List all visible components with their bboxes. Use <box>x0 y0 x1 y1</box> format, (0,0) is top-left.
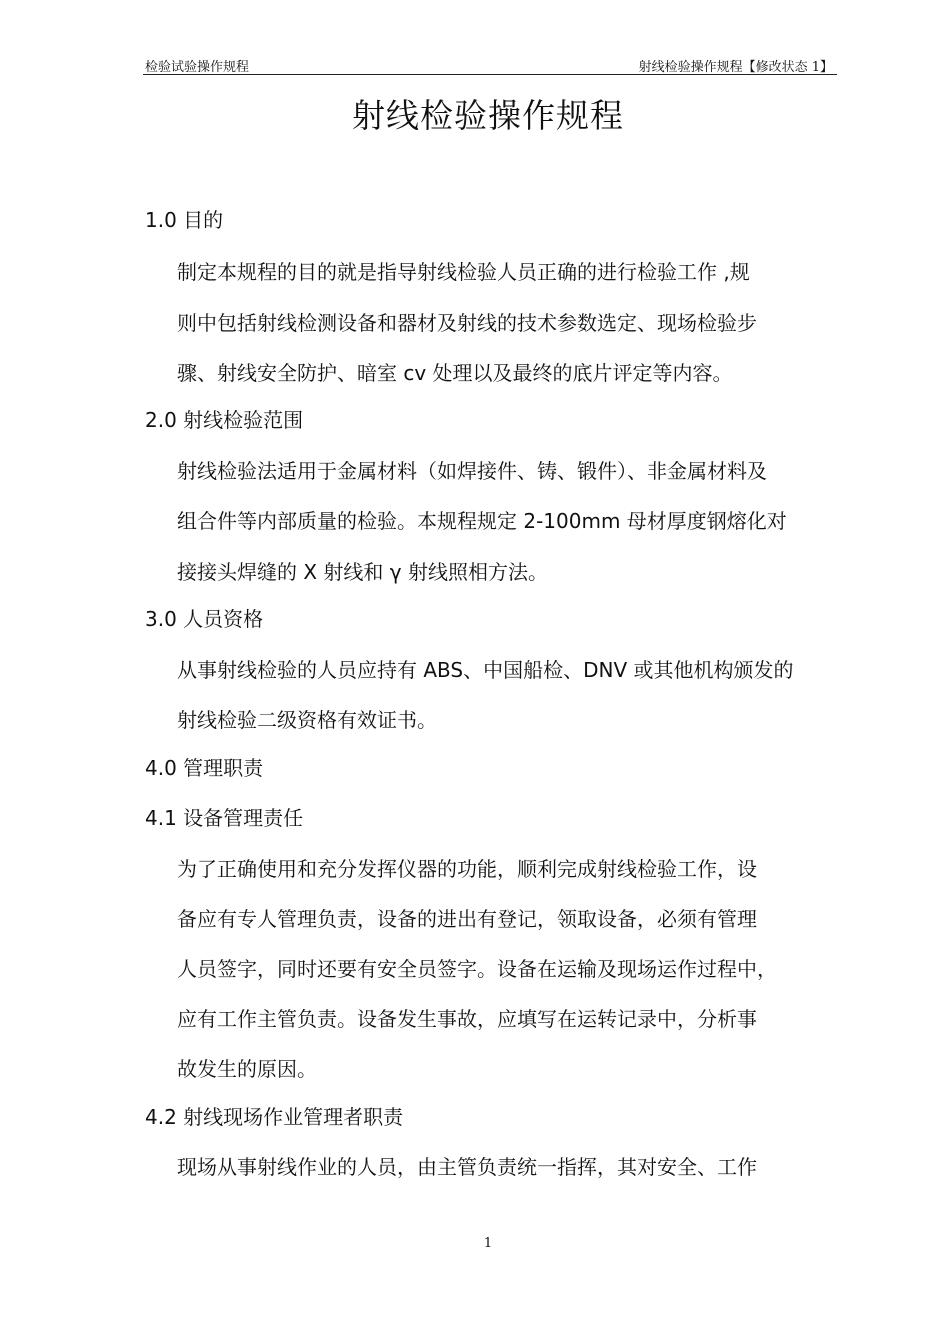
page-header <box>143 56 837 75</box>
paragraph-line: 骤、射线安全防护、暗室 cv 处理以及最终的底片评定等内容。 <box>177 361 733 385</box>
section-heading-site-manager: 4.2 射线现场作业管理者职责 <box>145 1105 404 1129</box>
paragraph-line: 为了正确使用和充分发挥仪器的功能，顺利完成射线检验工作，设 <box>177 857 757 881</box>
section-heading-purpose: 1.0 目的 <box>145 208 224 232</box>
paragraph-line: 应有工作主管负责。设备发生事故，应填写在运转记录中，分析事 <box>177 1007 757 1031</box>
document-title: 射线检验操作规程 <box>352 96 624 135</box>
header-left-text: 检验试验操作规程 <box>145 60 250 75</box>
paragraph-line: 故发生的原因。 <box>177 1057 317 1081</box>
paragraph-line: 射线检验二级资格有效证书。 <box>177 708 437 732</box>
paragraph-line: 组合件等内部质量的检验。本规程规定 2-100mm 母材厚度钢熔化对 <box>177 509 787 533</box>
section-heading-responsibilities: 4.0 管理职责 <box>145 756 264 780</box>
header-right-text: 射线检验操作规程【修改状态 1】 <box>638 60 833 75</box>
paragraph-line: 从事射线检验的人员应持有 ABS、中国船检、DNV 或其他机构颁发的 <box>177 658 794 682</box>
paragraph-line: 射线检验法适用于金属材料（如焊接件、铸、锻件）、非金属材料及 <box>177 459 767 483</box>
paragraph-line: 则中包括射线检测设备和器材及射线的技术参数选定、现场检验步 <box>177 311 757 335</box>
section-heading-equipment: 4.1 设备管理责任 <box>145 806 304 830</box>
page-number: 1 <box>483 1236 493 1251</box>
paragraph-line: 备应有专人管理负责，设备的进出有登记，领取设备，必须有管理 <box>177 907 757 931</box>
paragraph-line: 现场从事射线作业的人员，由主管负责统一指挥，其对安全、工作 <box>177 1155 757 1179</box>
section-heading-scope: 2.0 射线检验范围 <box>145 408 304 432</box>
paragraph-line: 制定本规程的目的就是指导射线检验人员正确的进行检验工作 ,规 <box>177 260 750 284</box>
paragraph-line: 接接头焊缝的 X 射线和 γ 射线照相方法。 <box>177 560 548 584</box>
paragraph-line: 人员签字，同时还要有安全员签字。设备在运输及现场运作过程中， <box>177 957 777 981</box>
section-heading-qualification: 3.0 人员资格 <box>145 607 264 631</box>
